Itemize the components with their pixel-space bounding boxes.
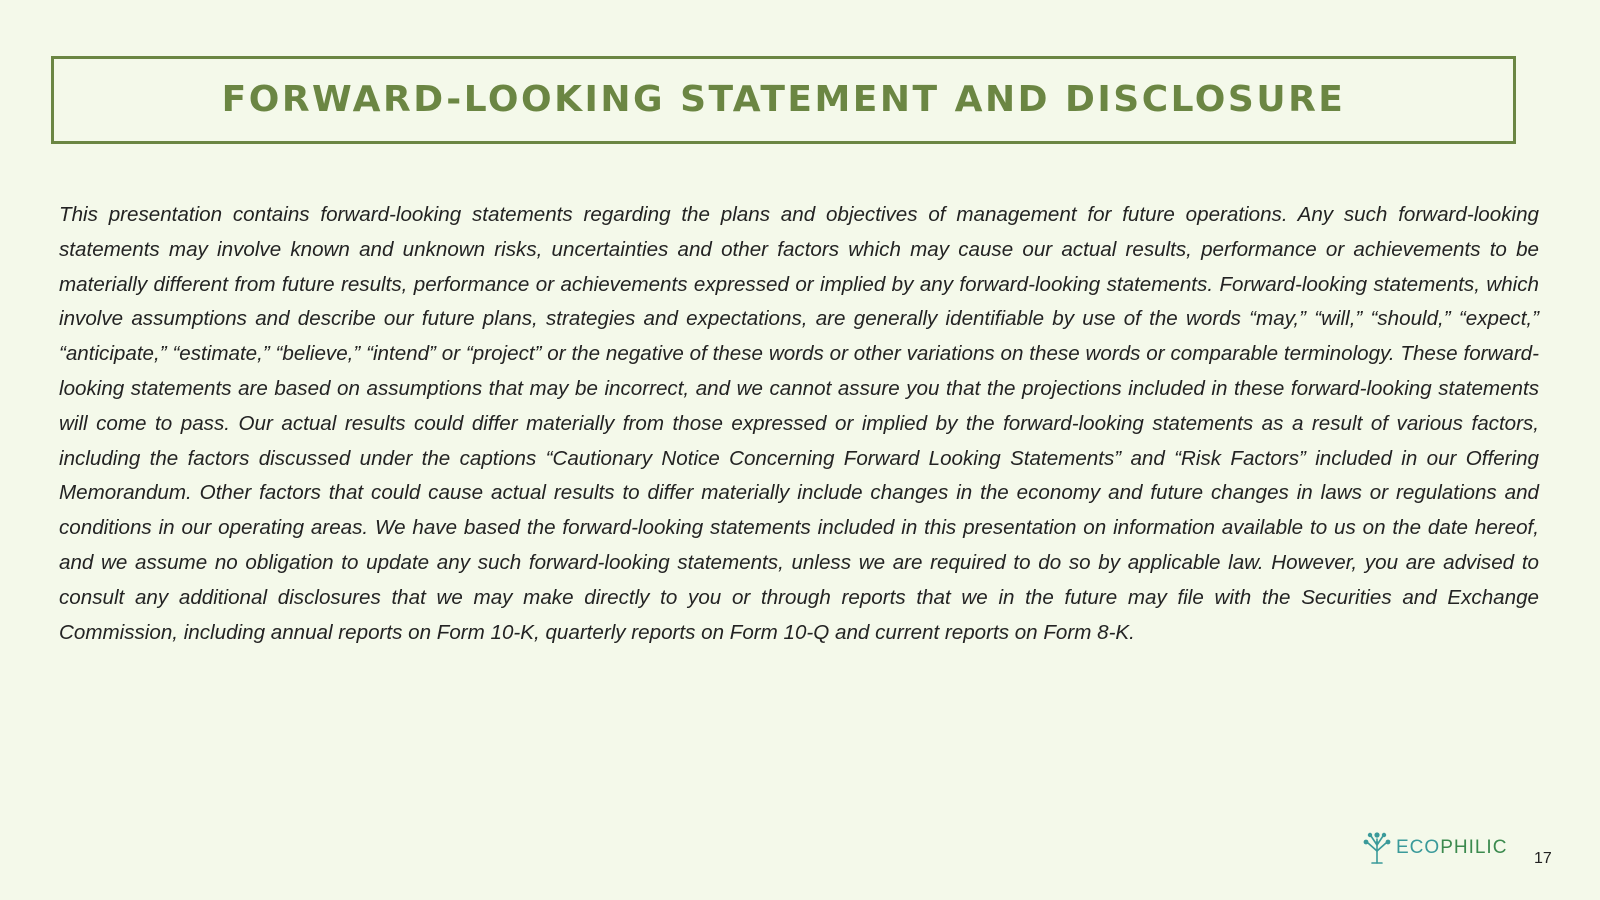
logo-wordmark-philic: PHILIC	[1440, 836, 1508, 858]
disclosure-text: This presentation contains forward-looking statements regarding the plans and objectives of management for future operations. Any such forward-looking statements may involve known and unknown risks, uncertainties and other factors which may cause our actual results, performance or achievements to be materially different from future results, performance or achievements expressed or implied by any forward-looking statements. Forward-looking statements, which involve assumptions and describe our future plans, strategies and expectations, are generally identifiable by use of the words “may,” “will,” “should,” “expect,” “anticipate,” “estimate,” “believe,” “intend” or “project” or the negative of these words or other variations on these words or comparable terminology. These forward-looking statements are based on assumptions that may be incorrect, and we cannot assure you that the projections included in these forward-looking statements will come to pass. Our actual results could differ materially from those expressed or implied by the forward-looking statements as a result of various factors, including the factors discussed under the captions “Cautionary Notice Concerning Forward Looking Statements” and “Risk Factors” included in our Offering Memorandum. Other factors that could cause actual results to differ materially include changes in the economy and future changes in laws or regulations and conditions in our operating areas. We have based the forward-looking statements included in this presentation on information available to us on the date hereof, and we assume no obligation to update any such forward-looking statements, unless we are required to do so by applicable law. However, you are advised to consult any additional disclosures that we may make directly to you or through reports that we in the future may file with the Securities and Exchange Commission, including annual reports on Form 10-K, quarterly reports on Form 10-Q and current reports on Form 8-K.	[59, 203, 1539, 644]
logo-wordmark	[1396, 838, 1507, 857]
page-number: 17	[1534, 850, 1552, 867]
slide-title: FORWARD-LOOKING STATEMENT AND DISCLOSURE	[221, 79, 1346, 120]
tree-network-icon	[1362, 829, 1392, 865]
logo-wordmark-eco: ECO	[1396, 836, 1441, 858]
title-box	[51, 56, 1516, 144]
ecophilic-logo	[1362, 829, 1507, 865]
